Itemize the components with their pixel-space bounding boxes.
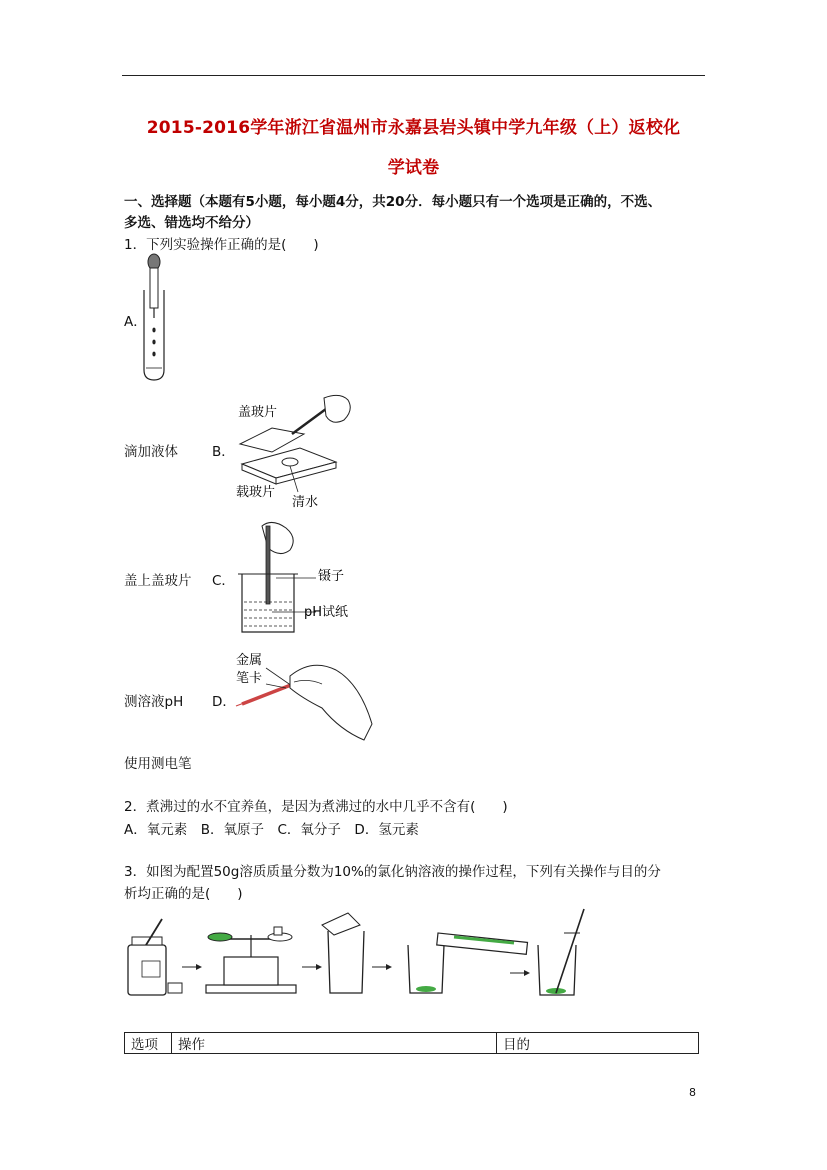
- page-title-line2: 学试卷: [387, 158, 440, 178]
- page-number: 8: [689, 1086, 696, 1099]
- solution-preparation-figure: [124, 905, 594, 1000]
- test-pen-figure: [232, 648, 382, 748]
- table-header-purpose: 目的: [497, 1033, 699, 1054]
- q2-options: A．氧元素 B．氧原子 C．氧分子 D．氢元素: [124, 822, 419, 838]
- table-row: [125, 1033, 699, 1054]
- q1-optD-letter: D．: [212, 694, 236, 710]
- q1-optC-caption: 测溶液pH: [124, 694, 184, 710]
- label-tweezers: 镊子: [318, 569, 345, 584]
- ph-test-figure: [232, 518, 362, 638]
- page-title-line1: 2015-2016学年浙江省温州市永嘉县岩头镇中学九年级（上）返校化: [146, 118, 681, 138]
- q1-optB-caption: 盖上盖玻片: [124, 573, 192, 589]
- header-rule: [122, 75, 705, 76]
- q3-stem-line2: 析均正确的是( ): [124, 886, 243, 902]
- label-slide: 载玻片: [236, 485, 276, 500]
- q3-stem-line1: 3．如图为配置50g溶质质量分数为10%的氯化钠溶液的操作过程，下列有关操作与目的分: [124, 864, 661, 880]
- label-water: 清水: [292, 495, 319, 510]
- dropper-test-tube-figure: [140, 250, 180, 385]
- q1-optA-letter: A．: [124, 314, 147, 330]
- label-metal: 金属: [236, 653, 263, 668]
- q1-optB-letter: B．: [212, 444, 235, 460]
- label-cover-glass: 盖玻片: [238, 405, 278, 420]
- table-header-operation: 操作: [172, 1033, 497, 1054]
- q1-optD-caption: 使用测电笔: [124, 756, 192, 772]
- label-pen-clip: 笔卡: [236, 671, 263, 686]
- label-ph-paper: pH试纸: [304, 605, 349, 620]
- coverslip-figure: [232, 392, 362, 510]
- section-heading-line2: 多选、错选均不给分）: [124, 215, 259, 231]
- q1-optC-letter: C．: [212, 573, 235, 589]
- q1-optA-caption: 滴加液体: [124, 444, 178, 460]
- q1-stem: 1．下列实验操作正确的是( ): [124, 237, 319, 253]
- table-header-option: 选项: [125, 1033, 172, 1054]
- q3-options-table: [124, 1032, 699, 1054]
- section-heading-line1: 一、选择题（本题有5小题，每小题4分，共20分．每小题只有一个选项是正确的，不选、: [124, 194, 662, 210]
- q2-stem: 2．煮沸过的水不宜养鱼，是因为煮沸过的水中几乎不含有( ): [124, 799, 508, 815]
